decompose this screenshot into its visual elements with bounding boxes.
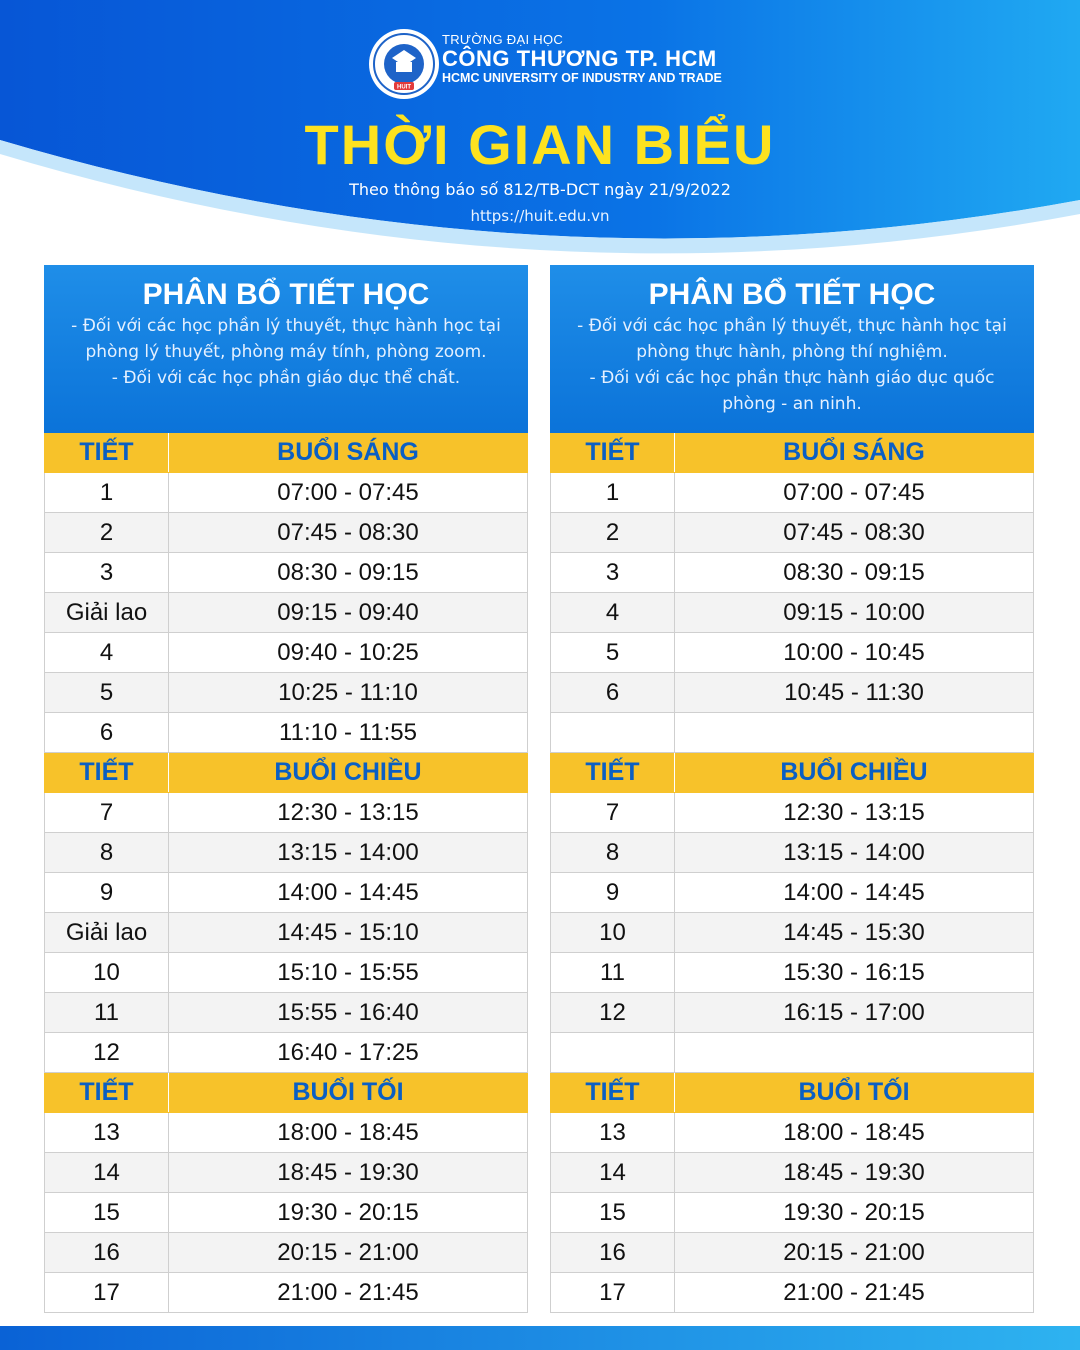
time-cell: 09:40 - 10:25 — [277, 639, 419, 666]
time-cell: 13:15 - 14:00 — [783, 839, 925, 866]
period-cell: 3 — [45, 553, 169, 592]
table-row — [44, 513, 528, 553]
period-cell: 17 — [551, 1273, 675, 1312]
period-cell: 1 — [45, 473, 169, 512]
time-cell: 13:15 - 14:00 — [277, 839, 419, 866]
website-link[interactable]: https://huit.edu.vn — [470, 207, 610, 225]
time-cell: 12:30 - 13:15 — [783, 799, 925, 826]
table-row — [550, 1153, 1034, 1193]
period-cell: 3 — [551, 553, 675, 592]
column-header-session: BUỔI SÁNG — [277, 438, 419, 466]
table-row — [550, 953, 1034, 993]
period-cell: 9 — [45, 873, 169, 912]
table-row — [44, 593, 528, 633]
period-cell: 12 — [551, 993, 675, 1032]
time-cell: 08:30 - 09:15 — [783, 559, 925, 586]
table-row — [44, 1193, 528, 1233]
period-cell: 1 — [551, 473, 675, 512]
time-cell: 07:45 - 08:30 — [277, 519, 419, 546]
university-brand — [442, 32, 722, 85]
schedule-panel-right — [550, 265, 1034, 1313]
period-cell: 16 — [551, 1233, 675, 1272]
table-row — [44, 873, 528, 913]
period-cell: Giải lao — [45, 913, 169, 952]
period-cell: 8 — [551, 833, 675, 872]
table-row — [44, 713, 528, 753]
time-cell: 08:30 - 09:15 — [277, 559, 419, 586]
time-cell: 10:25 - 11:10 — [278, 679, 418, 706]
table-row — [550, 793, 1034, 833]
table-row — [550, 633, 1034, 673]
time-cell: 14:00 - 14:45 — [783, 879, 925, 906]
table-row — [550, 673, 1034, 713]
period-cell: 14 — [551, 1153, 675, 1192]
period-cell: 4 — [45, 633, 169, 672]
column-header-period: TIẾT — [45, 433, 169, 472]
column-header-session: BUỔI TỐI — [798, 1078, 910, 1106]
table-row — [44, 473, 528, 513]
period-cell: 5 — [551, 633, 675, 672]
panel-description-line: phòng lý thuyết, phòng máy tính, phòng zoom. — [85, 342, 487, 362]
time-cell: 09:15 - 10:00 — [783, 599, 925, 626]
column-header-period: TIẾT — [551, 433, 675, 472]
table-row — [550, 1233, 1034, 1273]
period-cell: 17 — [45, 1273, 169, 1312]
time-cell: 14:45 - 15:10 — [277, 919, 419, 946]
table-row — [44, 633, 528, 673]
period-cell: 8 — [45, 833, 169, 872]
time-cell: 21:00 - 21:45 — [277, 1279, 419, 1306]
university-logo-icon — [368, 28, 440, 100]
time-cell: 14:00 - 14:45 — [277, 879, 419, 906]
time-cell: 07:45 - 08:30 — [783, 519, 925, 546]
time-cell: 10:00 - 10:45 — [783, 639, 925, 666]
table-row — [550, 593, 1034, 633]
table-row — [550, 473, 1034, 513]
period-cell: 16 — [45, 1233, 169, 1272]
period-cell: 10 — [551, 913, 675, 952]
period-cell: 13 — [45, 1113, 169, 1152]
period-cell: 7 — [45, 793, 169, 832]
table-row — [44, 1273, 528, 1313]
table-row — [44, 993, 528, 1033]
panel-description-line: phòng - an ninh. — [722, 394, 862, 414]
table-row — [550, 1273, 1034, 1313]
table-row — [44, 1113, 528, 1153]
period-cell: 15 — [45, 1193, 169, 1232]
logo-text: HUIT — [397, 84, 411, 91]
column-header-period: TIẾT — [551, 753, 675, 792]
time-cell: 15:55 - 16:40 — [277, 999, 419, 1026]
panel-header — [44, 265, 528, 433]
panel-description-line: - Đối với các học phần giáo dục thể chất. — [111, 368, 461, 388]
brand-line-1: TRƯỜNG ĐẠI HỌC — [442, 32, 564, 47]
table-row — [550, 833, 1034, 873]
section-header — [550, 1073, 1034, 1113]
period-cell: 11 — [551, 953, 675, 992]
time-cell: 10:45 - 11:30 — [784, 679, 924, 706]
period-cell: 15 — [551, 1193, 675, 1232]
panel-description-line: - Đối với các học phần lý thuyết, thực hành học tại — [577, 316, 1007, 336]
table-row — [44, 553, 528, 593]
table-row — [44, 673, 528, 713]
time-cell: 15:10 - 15:55 — [277, 959, 419, 986]
period-cell: 4 — [551, 593, 675, 632]
page-subtitle: Theo thông báo số 812/TB-DCT ngày 21/9/2022 — [349, 180, 731, 199]
period-cell: 6 — [551, 673, 675, 712]
column-header-session: BUỔI SÁNG — [783, 438, 925, 466]
footer-bar — [0, 1326, 1080, 1350]
time-cell: 16:15 - 17:00 — [783, 999, 925, 1026]
section-header — [44, 753, 528, 793]
time-cell: 19:30 - 20:15 — [783, 1199, 925, 1226]
table-row — [44, 1033, 528, 1073]
period-cell: 11 — [45, 993, 169, 1032]
column-header-period: TIẾT — [45, 1073, 169, 1112]
time-cell: 19:30 - 20:15 — [277, 1199, 419, 1226]
time-cell: 18:00 - 18:45 — [783, 1119, 925, 1146]
period-cell: 2 — [551, 513, 675, 552]
section-header — [44, 433, 528, 473]
table-row — [44, 913, 528, 953]
period-cell — [551, 713, 675, 752]
time-cell: 18:00 - 18:45 — [277, 1119, 419, 1146]
table-row — [44, 953, 528, 993]
time-cell: 18:45 - 19:30 — [277, 1159, 419, 1186]
panel-description — [44, 313, 528, 391]
period-cell: 6 — [45, 713, 169, 752]
time-cell: 20:15 - 21:00 — [783, 1239, 925, 1266]
period-cell: 10 — [45, 953, 169, 992]
period-cell: 9 — [551, 873, 675, 912]
table-row — [44, 833, 528, 873]
table-row — [550, 1113, 1034, 1153]
period-cell: 5 — [45, 673, 169, 712]
period-cell: 13 — [551, 1113, 675, 1152]
time-cell — [675, 1033, 1033, 1072]
table-row — [550, 1033, 1034, 1073]
table-row — [550, 993, 1034, 1033]
time-cell: 14:45 - 15:30 — [783, 919, 925, 946]
time-cell: 11:10 - 11:55 — [279, 719, 417, 746]
time-cell — [675, 713, 1033, 752]
panel-title: PHÂN BỔ TIẾT HỌC — [648, 278, 936, 311]
period-cell — [551, 1033, 675, 1072]
table-row — [550, 913, 1034, 953]
table-row — [550, 873, 1034, 913]
table-row — [550, 513, 1034, 553]
table-row — [44, 793, 528, 833]
period-cell: 2 — [45, 513, 169, 552]
column-header-session: BUỔI CHIỀU — [274, 758, 422, 786]
column-header-session: BUỔI CHIỀU — [780, 758, 928, 786]
column-header-session: BUỔI TỐI — [292, 1078, 404, 1106]
time-cell: 09:15 - 09:40 — [277, 599, 419, 626]
column-header-period: TIẾT — [551, 1073, 675, 1112]
brand-name: CÔNG THƯƠNG TP. HCM — [442, 46, 717, 71]
period-cell: 12 — [45, 1033, 169, 1072]
time-cell: 21:00 - 21:45 — [783, 1279, 925, 1306]
time-cell: 15:30 - 16:15 — [783, 959, 925, 986]
schedule-panel-left — [44, 265, 528, 1313]
table-row — [44, 1153, 528, 1193]
period-cell: 7 — [551, 793, 675, 832]
time-cell: 16:40 - 17:25 — [277, 1039, 419, 1066]
panel-title: PHÂN BỔ TIẾT HỌC — [142, 278, 430, 311]
period-cell: 14 — [45, 1153, 169, 1192]
time-cell: 20:15 - 21:00 — [277, 1239, 419, 1266]
panel-description-line: - Đối với các học phần thực hành giáo dục quốc — [589, 368, 995, 388]
time-cell: 07:00 - 07:45 — [783, 479, 925, 506]
section-header — [550, 753, 1034, 793]
panel-header — [550, 265, 1034, 433]
brand-english-name: HCMC UNIVERSITY OF INDUSTRY AND TRADE — [442, 71, 722, 85]
page-title: THỜI GIAN BIỂU — [304, 113, 776, 176]
section-header — [44, 1073, 528, 1113]
table-row — [44, 1233, 528, 1273]
panel-description-line: phòng thực hành, phòng thí nghiệm. — [636, 342, 948, 362]
panel-description — [550, 313, 1034, 417]
table-row — [550, 1193, 1034, 1233]
period-cell: Giải lao — [45, 593, 169, 632]
panel-description-line: - Đối với các học phần lý thuyết, thực hành học tại — [71, 316, 501, 336]
table-row — [550, 553, 1034, 593]
time-cell: 18:45 - 19:30 — [783, 1159, 925, 1186]
section-header — [550, 433, 1034, 473]
time-cell: 07:00 - 07:45 — [277, 479, 419, 506]
time-cell: 12:30 - 13:15 — [277, 799, 419, 826]
column-header-period: TIẾT — [45, 753, 169, 792]
table-row — [550, 713, 1034, 753]
